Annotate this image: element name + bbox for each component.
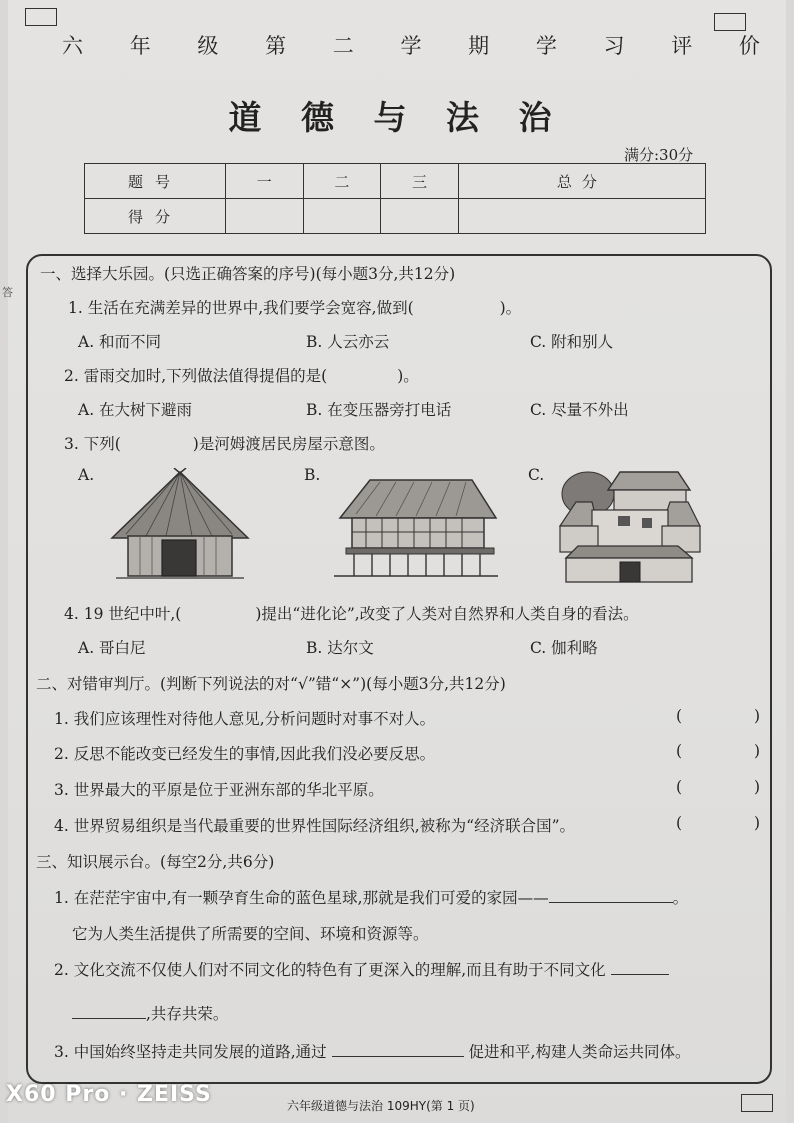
score-cell: 得分: [85, 199, 226, 234]
corner-box-bottom-right: [741, 1094, 773, 1112]
courtyard-house-image: [558, 466, 702, 586]
side-mark: 答: [2, 286, 13, 299]
header-char: 习: [603, 34, 627, 58]
header-char: 第: [265, 34, 289, 58]
q3-label-b[interactable]: B.: [304, 466, 321, 484]
hut-round-image: [106, 468, 254, 582]
fill-q1-continued: 它为人类生活提供了所需要的空间、环境和资源等。: [72, 925, 429, 943]
page-footer: 六年级道德与法治 109HY(第 1 页): [287, 1099, 475, 1113]
fill-q2: 2. 文化交流不仅使人们对不同文化的特色有了更深入的理解,而且有助于不同文化: [54, 958, 669, 980]
q1-option-c[interactable]: C. 附和别人: [530, 333, 614, 351]
score-cell: 三: [381, 164, 459, 199]
fill-q1: 1. 在茫茫宇宙中,有一颗孕育生命的蓝色星球,那就是我们可爱的家园—— 。: [54, 889, 689, 907]
judge-answer-paren[interactable]: ( ): [676, 778, 760, 796]
judge-answer-paren[interactable]: ( ): [676, 814, 760, 832]
full-mark: 满分:30分: [624, 146, 694, 164]
score-input-cell[interactable]: [226, 199, 304, 234]
corner-box-top-left: [25, 8, 57, 26]
corner-box-top-right: [714, 13, 746, 31]
score-input-cell[interactable]: [458, 199, 705, 234]
section2-heading: 二、对错审判厅。(判断下列说法的对“√”错“×”)(每小题3分,共12分): [36, 675, 506, 693]
fill-blank[interactable]: [611, 960, 669, 975]
fill-q2-continued: ,共存共荣。: [72, 1002, 228, 1024]
score-cell: 题号: [85, 164, 226, 199]
fill-q3: 3. 中国始终坚持走共同发展的道路,通过 促进和平,构建人类命运共同体。: [54, 1043, 691, 1061]
score-cell: 总分: [458, 164, 705, 199]
judge-item: 4. 世界贸易组织是当代最重要的世界性国际经济组织,被称为“经济联合国”。: [54, 817, 575, 835]
q1-stem: 1. 生活在充满差异的世界中,我们要学会宽容,做到( )。: [68, 299, 522, 317]
judge-item: 2. 反思不能改变已经发生的事情,因此我们没必要反思。: [54, 745, 436, 763]
header-char: 年: [129, 34, 153, 58]
subject-title: 道 德 与 法 治: [228, 98, 566, 137]
q3-stem: 3. 下列( )是河姆渡居民房屋示意图。: [64, 435, 385, 453]
score-input-cell[interactable]: [381, 199, 459, 234]
header-char: 六: [62, 34, 85, 58]
header-char: 级: [197, 34, 221, 58]
q2-option-a[interactable]: A. 在大树下避雨: [78, 401, 193, 419]
header-char: 价: [738, 34, 762, 58]
q1-option-a[interactable]: A. 和而不同: [78, 333, 162, 351]
q4-option-c[interactable]: C. 伽利略: [530, 639, 598, 657]
score-cell: 一: [226, 164, 304, 199]
header-char: 学: [400, 34, 424, 58]
q2-stem: 2. 雷雨交加时,下列做法值得提倡的是( )。: [64, 367, 419, 385]
q2-option-c[interactable]: C. 尽量不外出: [530, 401, 629, 419]
judge-answer-paren[interactable]: ( ): [676, 707, 760, 725]
section1-heading: 一、选择大乐园。(只选正确答案的序号)(每小题3分,共12分): [40, 265, 456, 283]
score-input-cell[interactable]: [303, 199, 381, 234]
header-char: 学: [535, 34, 559, 58]
score-cell: 二: [303, 164, 381, 199]
judge-item: 3. 世界最大的平原是位于亚洲东部的华北平原。: [54, 781, 384, 799]
header-char: 二: [332, 34, 356, 58]
section3-heading: 三、知识展示台。(每空2分,共6分): [36, 853, 275, 871]
q4-option-a[interactable]: A. 哥白尼: [78, 639, 146, 657]
fill-blank[interactable]: [72, 1004, 146, 1019]
camera-watermark: X60 Pro · ZEISS: [6, 1082, 212, 1107]
fill-blank[interactable]: [332, 1042, 464, 1057]
q3-label-a[interactable]: A.: [78, 466, 95, 484]
score-table-row: [85, 199, 706, 234]
exam-header: [62, 30, 762, 60]
q4-stem: 4. 19 世纪中叶,( )提出“进化论”,改变了人类对自然界和人类自身的看法。: [64, 605, 639, 623]
judge-item: 1. 我们应该理性对待他人意见,分析问题时对事不对人。: [54, 710, 436, 728]
fill-blank[interactable]: [549, 888, 673, 903]
q2-option-b[interactable]: B. 在变压器旁打电话: [306, 401, 452, 419]
header-char: 评: [671, 34, 695, 58]
q1-option-b[interactable]: B. 人云亦云: [306, 333, 390, 351]
q3-label-c[interactable]: C.: [528, 466, 545, 484]
q4-option-b[interactable]: B. 达尔文: [306, 639, 374, 657]
score-table-row: [85, 164, 706, 199]
header-char: 期: [468, 34, 492, 58]
score-table: [84, 163, 706, 234]
stilt-house-image: [326, 474, 502, 580]
judge-answer-paren[interactable]: ( ): [676, 742, 760, 760]
